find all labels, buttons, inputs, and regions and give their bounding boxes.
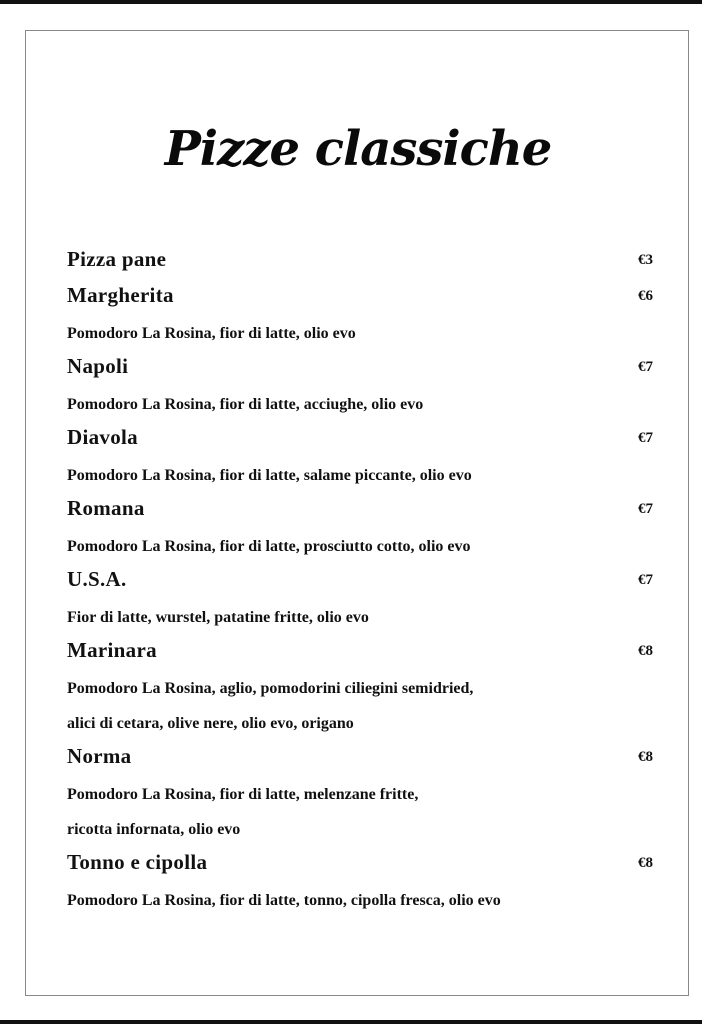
menu-item-norma xyxy=(67,741,653,847)
menu-title: Pizze classiche xyxy=(164,121,552,177)
item-description-continued: ricotta infornata, olio evo xyxy=(67,821,241,838)
item-name: Pizza pane xyxy=(67,247,167,271)
item-name: Tonno e cipolla xyxy=(67,850,208,874)
item-description: Pomodoro La Rosina, fior di latte, melenzane fritte, xyxy=(67,786,419,803)
menu-item-list xyxy=(67,244,653,918)
item-price: €7 xyxy=(638,501,653,517)
top-border xyxy=(0,0,702,4)
menu-item-napoli xyxy=(67,351,653,422)
item-price: €7 xyxy=(638,359,653,375)
item-price: €7 xyxy=(638,572,653,588)
menu-page xyxy=(25,30,689,996)
item-description: Pomodoro La Rosina, fior di latte, acciughe, olio evo xyxy=(67,396,424,413)
item-description: Pomodoro La Rosina, fior di latte, olio evo xyxy=(67,325,356,342)
item-description: Pomodoro La Rosina, fior di latte, tonno, cipolla fresca, olio evo xyxy=(67,892,501,909)
item-price: €8 xyxy=(638,855,653,871)
item-name: U.S.A. xyxy=(67,567,127,591)
menu-item-diavola xyxy=(67,422,653,493)
item-name: Marinara xyxy=(67,638,157,662)
item-name: Diavola xyxy=(67,425,138,449)
item-description-continued: alici di cetara, olive nere, olio evo, origano xyxy=(67,715,354,732)
item-price: €8 xyxy=(638,643,653,659)
item-price: €3 xyxy=(638,252,653,268)
menu-item-pizza-pane xyxy=(67,244,653,280)
item-description: Pomodoro La Rosina, fior di latte, prosciutto cotto, olio evo xyxy=(67,538,471,555)
item-name: Napoli xyxy=(67,354,129,378)
item-price: €6 xyxy=(638,288,653,304)
item-name: Norma xyxy=(67,744,132,768)
item-price: €8 xyxy=(638,749,653,765)
menu-item-romana xyxy=(67,493,653,564)
menu-item-marinara xyxy=(67,635,653,741)
item-description: Pomodoro La Rosina, fior di latte, salame piccante, olio evo xyxy=(67,467,472,484)
bottom-border xyxy=(0,1020,702,1024)
menu-item-margherita xyxy=(67,280,653,351)
item-description: Pomodoro La Rosina, aglio, pomodorini ciliegini semidried, xyxy=(67,680,474,697)
menu-item-usa xyxy=(67,564,653,635)
item-description: Fior di latte, wurstel, patatine fritte, olio evo xyxy=(67,609,369,626)
menu-item-tonno-e-cipolla xyxy=(67,847,653,918)
item-name: Margherita xyxy=(67,283,174,307)
item-price: €7 xyxy=(638,430,653,446)
item-name: Romana xyxy=(67,496,145,520)
